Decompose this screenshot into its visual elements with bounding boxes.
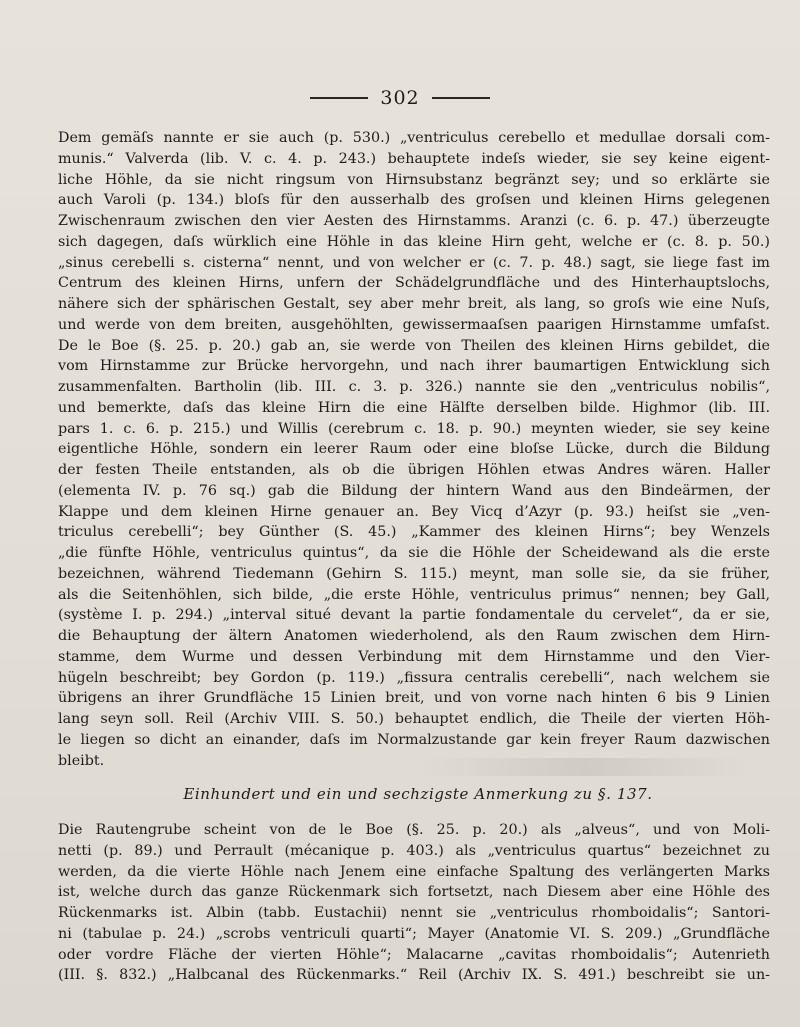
text-line: Centrum des kleinen Hirns, unfern der Schädelgrundfläche und des Hinterhauptslochs, — [58, 275, 770, 292]
text-line: und bemerkte, daſs das kleine Hirn die eine Hälfte derselben bilde. Highmor (lib. III. — [58, 399, 770, 416]
text-line: ist, welche durch das ganze Rückenmark sich fortsetzt, nach Diesem aber eine Höhle des — [58, 884, 770, 901]
text-line: munis.“ Valverda (lib. V. c. 4. p. 243.) behauptete indeſs wieder, sie sey keine eigent- — [58, 150, 770, 167]
text-line: nähere sich der sphärischen Gestalt, sey aber mehr breit, als lang, so groſs wie eine Nuſs, — [58, 296, 770, 312]
body-paragraph-1 — [58, 128, 770, 771]
text-line: Zwischenraum zwischen den vier Aesten des Hirnstamms. Aranzi (c. 6. p. 47.) überzeugte — [58, 213, 770, 229]
text-line: De le Boe (§. 25. p. 20.) gab an, sie werde von Theilen des kleinen Hirns gebildet, die — [58, 337, 770, 354]
section-heading: Einhundert und ein und sechzigste Anmerkung zu §. 137. — [183, 785, 653, 803]
text-line: sich dagegen, daſs würklich eine Höhle in das kleine Hirn geht, welche er (c. 8. p. 50.) — [58, 233, 770, 250]
text-line: „sinus cerebelli s. cisterna“ nennt, und von welcher er (c. 7. p. 48.) sagt, sie liege fast im — [58, 254, 770, 271]
text-line: Klappe und dem kleinen Hirne genauer an. Bey Vicq d’Azyr (p. 93.) heiſst sie „ven- — [58, 503, 770, 520]
text-line: Rückenmarks ist. Albin (tabb. Eustachii) nennt sie „ventriculus rhomboidalis“; Santori- — [58, 905, 770, 921]
text-line: als die Seitenhöhlen, sich bilde, „die erste Höhle, ventriculus primus“ nennen; bey Gall, — [58, 586, 770, 603]
header-rule-right — [432, 97, 490, 99]
text-line: triculus cerebelli“; bey Günther (S. 45.) „Kammer des kleinen Hirns“; bey Wenzels — [58, 524, 770, 541]
text-line: eigentliche Höhle, sondern ein leerer Raum oder eine bloſse Lücke, durch die Bildung — [58, 441, 770, 458]
page-header — [300, 86, 500, 110]
body-paragraph-2 — [58, 820, 770, 986]
text-line: oder vordre Fläche der vierten Höhle“; Malacarne „cavitas rhomboidalis“; Autenrieth — [58, 946, 770, 963]
header-rule-left — [310, 97, 368, 99]
text-line: (elementa IV. p. 76 sq.) gab die Bildung der hintern Wand aus den Bindeärmen, der — [58, 482, 770, 499]
text-line: liche Höhle, da sie nicht ringsum von Hirnsubstanz begränzt sey; und so erklärte sie — [58, 171, 770, 188]
text-line: auch Varoli (p. 134.) bloſs für den ausserhalb des groſsen und kleinen Hirns gelegenen — [58, 192, 770, 209]
text-line: bezeichnen, während Tiedemann (Gehirn S. 115.) meynt, man solle sie, da sie früher, — [58, 565, 770, 582]
text-line: und werde von dem breiten, ausgehöhlten, gewissermaaſsen paarigen Hirnstamme umfaſst. — [58, 316, 770, 333]
text-line: zusammenfalten. Bartholin (lib. III. c. 3. p. 326.) nannte sie den „ventriculus nobilis“, — [58, 379, 770, 395]
text-line: netti (p. 89.) und Perrault (mécanique p. 403.) als „ventriculus quartus“ bezeichnet zu — [58, 842, 770, 859]
text-line: lang seyn soll. Reil (Archiv VIII. S. 50.) behauptet endlich, die Theile der vierten Höh- — [58, 711, 770, 727]
text-line: Dem gemäſs nannte er sie auch (p. 530.) „ventriculus cerebello et medullae dorsali com- — [58, 130, 770, 146]
text-line: pars 1. c. 6. p. 215.) und Willis (cerebrum c. 18. p. 90.) meynten wieder, sie sey keine — [58, 420, 770, 437]
text-line: bleibt. — [58, 752, 105, 769]
text-line: die Behauptung der ältern Anatomen wiederholend, als den Raum zwischen dem Hirn- — [58, 628, 770, 644]
show-through-shadow — [420, 758, 750, 776]
text-line: stamme, dem Wurme und dessen Verbindung mit dem Hirnstamme und den Vier- — [58, 648, 770, 665]
page-number: 302 — [380, 87, 420, 109]
text-line: le liegen so dicht an einander, daſs im Normalzustande gar kein freyer Raum dazwischen — [58, 731, 770, 748]
text-line: ni (tabulae p. 24.) „scrobs ventriculi quarti“; Mayer (Anatomie VI. S. 209.) „Grundfläche — [58, 925, 770, 942]
text-line: vom Hirnstamme zur Brücke hervorgehn, und nach ihrer baumartigen Entwicklung sich — [58, 358, 770, 375]
text-line: werden, da die vierte Höhle nach Jenem eine einfache Spaltung des verlängerten Marks — [58, 863, 770, 880]
text-line: der festen Theile entstanden, als ob die übrigen Höhlen etwas Andres wären. Haller — [58, 462, 770, 478]
text-line: übrigens an ihrer Grundfläche 15 Linien breit, und von vorne nach hinten 6 bis 9 Linien — [58, 690, 770, 707]
text-line: (système I. p. 294.) „interval situé devant la partie fondamentale du cervelet“, da er sie, — [58, 607, 770, 624]
text-line: „die fünfte Höhle, ventriculus quintus“, da sie die Höhle der Scheidewand als die erste — [58, 545, 770, 561]
text-line: Die Rautengrube scheint von de le Boe (§. 25. p. 20.) als „alveus“, und von Moli- — [58, 822, 770, 838]
text-line: hügeln beschreibt; bey Gordon (p. 119.) „fissura centralis cerebelli“, nach welchem sie — [58, 669, 770, 686]
text-line: (III. §. 832.) „Halbcanal des Rückenmarks.“ Reil (Archiv IX. S. 491.) beschreibt sie un- — [58, 967, 770, 984]
